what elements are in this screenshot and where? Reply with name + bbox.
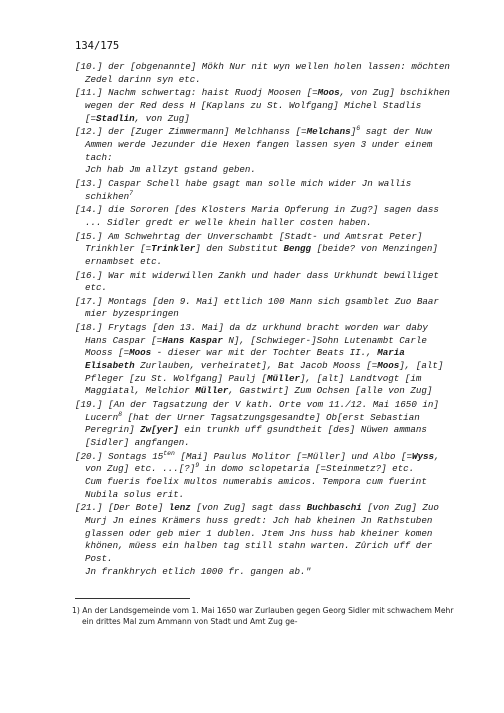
entry: Jn frankhrych etlich 1000 fr. gangen ab." — [85, 565, 312, 577]
entry: Jch hab Jm allzyt gstand geben. — [85, 164, 256, 176]
footnote-divider — [75, 598, 190, 599]
entry: [20.] Sontags $15^{ten}$ [Mai] Paulus Molitor [=Müller] und Albo [=Wyss, von Zug] etc. ...[?]$^9$ in domo sclopetaria [=Steinmetz?] etc. — [75, 449, 440, 475]
entry: [18.] Frytags [den 13. Mai] da dz urkhund bracht worden war daby Hans Caspar [=Hans Kaspar N], [Schwieger-]Sohn Lutenambt Carle Mooss [=Moos - dieser war mit der Tochter Beats II., Maria Elisabeth Zurlauben, verheiratet], Bat Jacob Mooss [=Moos], [alt] Pfleger [zu St. Wolfgang] Paulj [Müller], [alt] Landtvogt [im Maggiatal, Melchior Müller, Gastwirt] Zum Ochsen [alle von Zug] — [75, 322, 444, 397]
entry: Cum fueris foelix multos numerabis amicos. Tempora cum fuerint Nubila solus erit. — [85, 476, 427, 500]
entry: [14.] die Sororen [des Klosters Maria Opferung in Zug?] sagen dass ... Sidler gredt er welle khein haller costen haben. — [75, 204, 439, 228]
entry: [15.] Am Schwehrtag der Unverschambt [Stadt- und Amtsrat Peter] Trinkhler [=Trinkler] den Substitut Bengg [beide? von Menzingen] ernambset etc. — [75, 230, 438, 267]
entry: [21.] [Der Bote] lenz [von Zug] sagt dass Buchbaschi [von Zug] Zuo Murj Jn eines Krämers huss gredt: Jch hab kheinen Jn Rathstuben glassen oder geb mier 1 dublen. Jtem Jns huss hab kheiner komen khönen, müess ein halben tag still stahn warten. Zûrich uff der Post. — [75, 502, 439, 564]
entry-list — [75, 61, 450, 579]
entry: [19.] [An der Tagsatzung der V kath. Orte vom 11./12. Mai 1650 in] Lucern$^8$ [hat der Urner Tagsatzungsgesandte] Ob[erst Sebastian Peregrin] Zw[yer] ein trunkh uff gsundtheit [des] Nüwen ammans [Sidler] angfangen. — [75, 399, 439, 449]
page-number: 134/175 — [75, 40, 120, 52]
entry: [10.] der [obgenannte] Mökh Nur nit wyn wellen holen lassen: möchten Zedel darinn syn etc. — [75, 61, 450, 85]
footnote: 1) An der Landsgemeinde vom 1. Mai 1650 war Zurlauben gegen Georg Sidler mit schwachem Mehr ein drittes Mal zum Ammann von Stadt und Amt Zug ge- — [72, 606, 454, 626]
entry: [11.] Nachm schwertag: haist Ruodj Moosen [=Moos, von Zug] bschikhen wegen der Red dess H [Kaplans zu St. Wolfgang] Michel Stadlis [=Stadlin, von Zug] — [75, 87, 450, 124]
entry: [12.] der [Zuger Zimmermann] Melchhanss [=Melchans]$^6$ sagt der Nuw Ammen werde Jezunder die Hexen fangen lassen syen 3 under einem tach: — [75, 125, 433, 163]
entry: [16.] War mit widerwillen Zankh und hader dass Urkhundt bewilliget etc. — [75, 269, 439, 294]
entry: [17.] Montags [den 9. Mai] ettlich 100 Mann sich gsamblet Zuo Baar mier byzespringen — [75, 295, 439, 320]
entry: [13.] Caspar Schell habe gsagt man solle mich wider Jn wallis schikhen$^7$ — [75, 177, 412, 202]
